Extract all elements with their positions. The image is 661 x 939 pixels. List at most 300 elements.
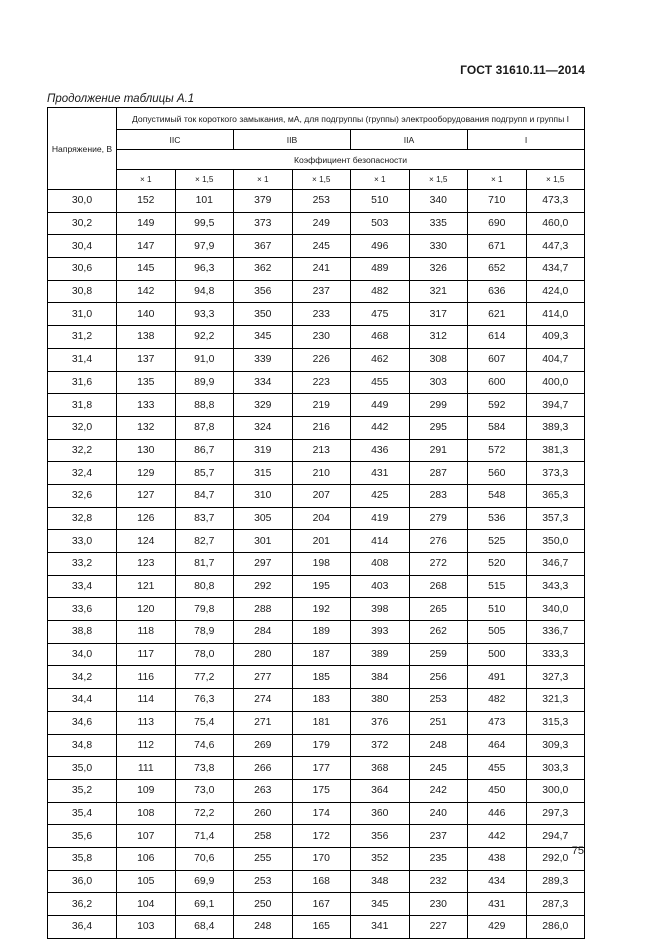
current-cell: 237	[409, 825, 468, 848]
current-cell: 350	[234, 303, 293, 326]
current-cell: 357,3	[526, 507, 585, 530]
current-cell: 276	[409, 530, 468, 553]
current-cell: 455	[351, 371, 410, 394]
table-row	[48, 553, 585, 576]
current-cell: 362	[234, 258, 293, 281]
current-cell: 505	[468, 621, 527, 644]
current-cell: 520	[468, 553, 527, 576]
factor-header: × 1	[468, 170, 527, 190]
current-cell: 468	[351, 326, 410, 349]
current-cell: 137	[117, 348, 176, 371]
current-cell: 135	[117, 371, 176, 394]
current-cell: 140	[117, 303, 176, 326]
current-cell: 319	[234, 439, 293, 462]
current-cell: 89,9	[175, 371, 234, 394]
current-cell: 710	[468, 190, 527, 213]
current-cell: 227	[409, 916, 468, 939]
current-cell: 69,9	[175, 870, 234, 893]
voltage-cell: 33,0	[48, 530, 117, 553]
current-cell: 195	[292, 575, 351, 598]
current-cell: 380	[351, 689, 410, 712]
table-row	[48, 212, 585, 235]
table-row	[48, 847, 585, 870]
current-cell: 315	[234, 462, 293, 485]
current-cell: 294,7	[526, 825, 585, 848]
current-cell: 268	[409, 575, 468, 598]
current-cell: 500	[468, 643, 527, 666]
current-cell: 248	[409, 734, 468, 757]
current-cell: 464	[468, 734, 527, 757]
table-row	[48, 280, 585, 303]
current-cell: 277	[234, 666, 293, 689]
current-cell: 450	[468, 779, 527, 802]
factor-header: × 1	[117, 170, 176, 190]
current-cell: 482	[468, 689, 527, 712]
current-cell: 241	[292, 258, 351, 281]
current-cell: 367	[234, 235, 293, 258]
current-cell: 295	[409, 416, 468, 439]
current-cell: 130	[117, 439, 176, 462]
current-cell: 109	[117, 779, 176, 802]
table-row	[48, 507, 585, 530]
current-cell: 73,0	[175, 779, 234, 802]
current-cell: 310	[234, 484, 293, 507]
current-cell: 299	[409, 394, 468, 417]
voltage-cell: 35,0	[48, 757, 117, 780]
voltage-cell: 35,4	[48, 802, 117, 825]
current-cell: 269	[234, 734, 293, 757]
current-cell: 336,7	[526, 621, 585, 644]
current-cell: 172	[292, 825, 351, 848]
current-cell: 187	[292, 643, 351, 666]
current-cell: 271	[234, 711, 293, 734]
voltage-cell: 30,8	[48, 280, 117, 303]
factor-header: × 1,5	[409, 170, 468, 190]
current-cell: 419	[351, 507, 410, 530]
current-cell: 250	[234, 893, 293, 916]
voltage-cell: 32,4	[48, 462, 117, 485]
current-cell: 116	[117, 666, 176, 689]
current-cell: 394,7	[526, 394, 585, 417]
current-cell: 360	[351, 802, 410, 825]
table-row	[48, 348, 585, 371]
current-cell: 216	[292, 416, 351, 439]
current-cell: 446	[468, 802, 527, 825]
current-cell: 352	[351, 847, 410, 870]
current-cell: 496	[351, 235, 410, 258]
voltage-cell: 35,8	[48, 847, 117, 870]
table-row	[48, 394, 585, 417]
current-cell: 327,3	[526, 666, 585, 689]
voltage-cell: 36,4	[48, 916, 117, 939]
current-cell: 253	[292, 190, 351, 213]
current-cell: 152	[117, 190, 176, 213]
table-row	[48, 416, 585, 439]
current-cell: 204	[292, 507, 351, 530]
current-cell: 381,3	[526, 439, 585, 462]
table-row	[48, 575, 585, 598]
current-cell: 315,3	[526, 711, 585, 734]
current-cell: 111	[117, 757, 176, 780]
current-cell: 333,3	[526, 643, 585, 666]
current-cell: 78,0	[175, 643, 234, 666]
current-cell: 123	[117, 553, 176, 576]
table-row	[48, 621, 585, 644]
current-cell: 442	[468, 825, 527, 848]
current-cell: 379	[234, 190, 293, 213]
current-cell: 101	[175, 190, 234, 213]
current-cell: 145	[117, 258, 176, 281]
current-cell: 71,4	[175, 825, 234, 848]
current-cell: 174	[292, 802, 351, 825]
current-cell: 462	[351, 348, 410, 371]
current-cell: 455	[468, 757, 527, 780]
table-row	[48, 689, 585, 712]
current-cell: 121	[117, 575, 176, 598]
current-cell: 636	[468, 280, 527, 303]
factor-header: × 1	[351, 170, 410, 190]
current-cell: 345	[351, 893, 410, 916]
current-cell: 548	[468, 484, 527, 507]
table-row	[48, 779, 585, 802]
current-cell: 210	[292, 462, 351, 485]
current-cell: 226	[292, 348, 351, 371]
current-cell: 329	[234, 394, 293, 417]
current-cell: 73,8	[175, 757, 234, 780]
current-cell: 118	[117, 621, 176, 644]
current-cell: 289,3	[526, 870, 585, 893]
current-cell: 339	[234, 348, 293, 371]
current-cell: 515	[468, 575, 527, 598]
current-cell: 297,3	[526, 802, 585, 825]
current-cell: 607	[468, 348, 527, 371]
current-cell: 260	[234, 802, 293, 825]
current-cell: 321,3	[526, 689, 585, 712]
current-cell: 348	[351, 870, 410, 893]
group-header: IIC	[117, 130, 234, 150]
voltage-cell: 31,4	[48, 348, 117, 371]
current-cell: 438	[468, 847, 527, 870]
current-cell: 409,3	[526, 326, 585, 349]
current-cell: 436	[351, 439, 410, 462]
current-cell: 91,0	[175, 348, 234, 371]
current-cell: 292,0	[526, 847, 585, 870]
table-row	[48, 870, 585, 893]
voltage-cell: 35,2	[48, 779, 117, 802]
voltage-cell: 32,0	[48, 416, 117, 439]
table-row	[48, 326, 585, 349]
current-cell: 393	[351, 621, 410, 644]
current-cell: 86,7	[175, 439, 234, 462]
current-cell: 372	[351, 734, 410, 757]
current-cell: 340,0	[526, 598, 585, 621]
current-cell: 400,0	[526, 371, 585, 394]
current-cell: 77,2	[175, 666, 234, 689]
current-cell: 345	[234, 326, 293, 349]
current-cell: 373,3	[526, 462, 585, 485]
current-cell: 346,7	[526, 553, 585, 576]
group-header: I	[468, 130, 585, 150]
voltage-cell: 34,4	[48, 689, 117, 712]
table-row	[48, 258, 585, 281]
current-cell: 525	[468, 530, 527, 553]
current-cell: 85,7	[175, 462, 234, 485]
current-cell: 97,9	[175, 235, 234, 258]
current-cell: 69,1	[175, 893, 234, 916]
current-cell: 149	[117, 212, 176, 235]
current-cell: 491	[468, 666, 527, 689]
table-row	[48, 643, 585, 666]
voltage-cell: 34,6	[48, 711, 117, 734]
table-row	[48, 893, 585, 916]
table-caption: Продолжение таблицы А.1	[47, 93, 195, 105]
current-cell: 192	[292, 598, 351, 621]
factor-header: × 1	[234, 170, 293, 190]
voltage-cell: 34,8	[48, 734, 117, 757]
current-cell: 460,0	[526, 212, 585, 235]
current-cell: 429	[468, 916, 527, 939]
current-header: Допустимый ток короткого замыкания, мА, для подгруппы (группы) электрооборудования подгрупп и группы I	[117, 108, 585, 130]
current-cell: 447,3	[526, 235, 585, 258]
current-cell: 286,0	[526, 916, 585, 939]
current-cell: 189	[292, 621, 351, 644]
current-cell: 341	[351, 916, 410, 939]
table-row	[48, 666, 585, 689]
current-cell: 510	[351, 190, 410, 213]
current-cell: 129	[117, 462, 176, 485]
current-cell: 536	[468, 507, 527, 530]
current-cell: 235	[409, 847, 468, 870]
current-cell: 75,4	[175, 711, 234, 734]
current-cell: 68,4	[175, 916, 234, 939]
current-cell: 592	[468, 394, 527, 417]
current-cell: 425	[351, 484, 410, 507]
current-cell: 376	[351, 711, 410, 734]
group-header: IIA	[351, 130, 468, 150]
current-cell: 300,0	[526, 779, 585, 802]
current-cell: 560	[468, 462, 527, 485]
factor-header: × 1,5	[292, 170, 351, 190]
voltage-cell: 34,0	[48, 643, 117, 666]
current-cell: 79,8	[175, 598, 234, 621]
table-row	[48, 598, 585, 621]
current-cell: 175	[292, 779, 351, 802]
current-cell: 124	[117, 530, 176, 553]
current-cell: 120	[117, 598, 176, 621]
voltage-cell: 33,4	[48, 575, 117, 598]
voltage-cell: 31,8	[48, 394, 117, 417]
current-cell: 147	[117, 235, 176, 258]
current-cell: 242	[409, 779, 468, 802]
current-cell: 389	[351, 643, 410, 666]
voltage-cell: 33,2	[48, 553, 117, 576]
current-cell: 112	[117, 734, 176, 757]
current-cell: 185	[292, 666, 351, 689]
current-cell: 230	[409, 893, 468, 916]
table-row	[48, 462, 585, 485]
document-code: ГОСТ 31610.11—2014	[460, 63, 585, 77]
voltage-cell: 32,8	[48, 507, 117, 530]
voltage-cell: 30,2	[48, 212, 117, 235]
current-cell: 572	[468, 439, 527, 462]
current-cell: 78,9	[175, 621, 234, 644]
table-row	[48, 235, 585, 258]
current-cell: 87,8	[175, 416, 234, 439]
table-row	[48, 825, 585, 848]
current-cell: 510	[468, 598, 527, 621]
current-cell: 245	[409, 757, 468, 780]
current-cell: 321	[409, 280, 468, 303]
current-cell: 117	[117, 643, 176, 666]
current-cell: 253	[234, 870, 293, 893]
current-cell: 105	[117, 870, 176, 893]
current-cell: 167	[292, 893, 351, 916]
current-cell: 414	[351, 530, 410, 553]
current-cell: 431	[468, 893, 527, 916]
current-cell: 84,7	[175, 484, 234, 507]
current-cell: 253	[409, 689, 468, 712]
current-cell: 138	[117, 326, 176, 349]
current-cell: 364	[351, 779, 410, 802]
current-cell: 168	[292, 870, 351, 893]
page-number: 75	[571, 845, 584, 857]
current-cell: 94,8	[175, 280, 234, 303]
current-cell: 403	[351, 575, 410, 598]
current-cell: 389,3	[526, 416, 585, 439]
current-cell: 287,3	[526, 893, 585, 916]
current-cell: 263	[234, 779, 293, 802]
voltage-cell: 33,6	[48, 598, 117, 621]
coefficient-header: Коэффициент безопасности	[117, 150, 585, 170]
table-row	[48, 190, 585, 213]
current-cell: 408	[351, 553, 410, 576]
current-cell: 265	[409, 598, 468, 621]
current-cell: 288	[234, 598, 293, 621]
current-cell: 219	[292, 394, 351, 417]
current-cell: 482	[351, 280, 410, 303]
current-cell: 80,8	[175, 575, 234, 598]
current-cell: 99,5	[175, 212, 234, 235]
current-cell: 72,2	[175, 802, 234, 825]
voltage-cell: 31,2	[48, 326, 117, 349]
current-cell: 473,3	[526, 190, 585, 213]
current-cell: 301	[234, 530, 293, 553]
table-row	[48, 439, 585, 462]
current-cell: 83,7	[175, 507, 234, 530]
current-cell: 350,0	[526, 530, 585, 553]
current-cell: 223	[292, 371, 351, 394]
current-cell: 107	[117, 825, 176, 848]
current-cell: 343,3	[526, 575, 585, 598]
voltage-cell: 34,2	[48, 666, 117, 689]
current-cell: 133	[117, 394, 176, 417]
current-cell: 232	[409, 870, 468, 893]
current-cell: 82,7	[175, 530, 234, 553]
current-cell: 81,7	[175, 553, 234, 576]
current-cell: 213	[292, 439, 351, 462]
table-row	[48, 371, 585, 394]
current-cell: 317	[409, 303, 468, 326]
current-cell: 279	[409, 507, 468, 530]
voltage-cell: 32,6	[48, 484, 117, 507]
current-cell: 106	[117, 847, 176, 870]
current-cell: 132	[117, 416, 176, 439]
current-cell: 475	[351, 303, 410, 326]
group-header: IIB	[234, 130, 351, 150]
current-cell: 255	[234, 847, 293, 870]
voltage-column-header: Напряжение, В	[48, 108, 117, 190]
current-cell: 183	[292, 689, 351, 712]
table-row	[48, 303, 585, 326]
current-cell: 326	[409, 258, 468, 281]
voltage-cell: 30,0	[48, 190, 117, 213]
current-cell: 104	[117, 893, 176, 916]
current-cell: 356	[351, 825, 410, 848]
current-cell: 312	[409, 326, 468, 349]
current-cell: 614	[468, 326, 527, 349]
current-cell: 434	[468, 870, 527, 893]
current-cell: 245	[292, 235, 351, 258]
voltage-cell: 31,0	[48, 303, 117, 326]
current-cell: 92,2	[175, 326, 234, 349]
current-cell: 334	[234, 371, 293, 394]
voltage-cell: 32,2	[48, 439, 117, 462]
current-cell: 473	[468, 711, 527, 734]
current-cell: 442	[351, 416, 410, 439]
current-cell: 70,6	[175, 847, 234, 870]
current-cell: 503	[351, 212, 410, 235]
current-cell: 373	[234, 212, 293, 235]
current-cell: 230	[292, 326, 351, 349]
current-cell: 489	[351, 258, 410, 281]
current-cell: 103	[117, 916, 176, 939]
current-cell: 142	[117, 280, 176, 303]
current-cell: 248	[234, 916, 293, 939]
current-cell: 283	[409, 484, 468, 507]
current-cell: 170	[292, 847, 351, 870]
current-cell: 305	[234, 507, 293, 530]
current-cell: 181	[292, 711, 351, 734]
factor-header: × 1,5	[175, 170, 234, 190]
current-cell: 207	[292, 484, 351, 507]
current-cell: 584	[468, 416, 527, 439]
current-cell: 690	[468, 212, 527, 235]
current-cell: 308	[409, 348, 468, 371]
current-cell: 272	[409, 553, 468, 576]
current-cell: 284	[234, 621, 293, 644]
current-cell: 259	[409, 643, 468, 666]
current-cell: 274	[234, 689, 293, 712]
current-cell: 414,0	[526, 303, 585, 326]
current-cell: 179	[292, 734, 351, 757]
table-row	[48, 530, 585, 553]
current-cell: 303,3	[526, 757, 585, 780]
current-cell: 256	[409, 666, 468, 689]
current-cell: 324	[234, 416, 293, 439]
current-cell: 88,8	[175, 394, 234, 417]
current-cell: 652	[468, 258, 527, 281]
current-cell: 398	[351, 598, 410, 621]
current-cell: 165	[292, 916, 351, 939]
current-cell: 340	[409, 190, 468, 213]
current-cell: 449	[351, 394, 410, 417]
voltage-cell: 30,6	[48, 258, 117, 281]
voltage-cell: 38,8	[48, 621, 117, 644]
current-cell: 434,7	[526, 258, 585, 281]
current-cell: 424,0	[526, 280, 585, 303]
current-cell: 280	[234, 643, 293, 666]
current-cell: 127	[117, 484, 176, 507]
